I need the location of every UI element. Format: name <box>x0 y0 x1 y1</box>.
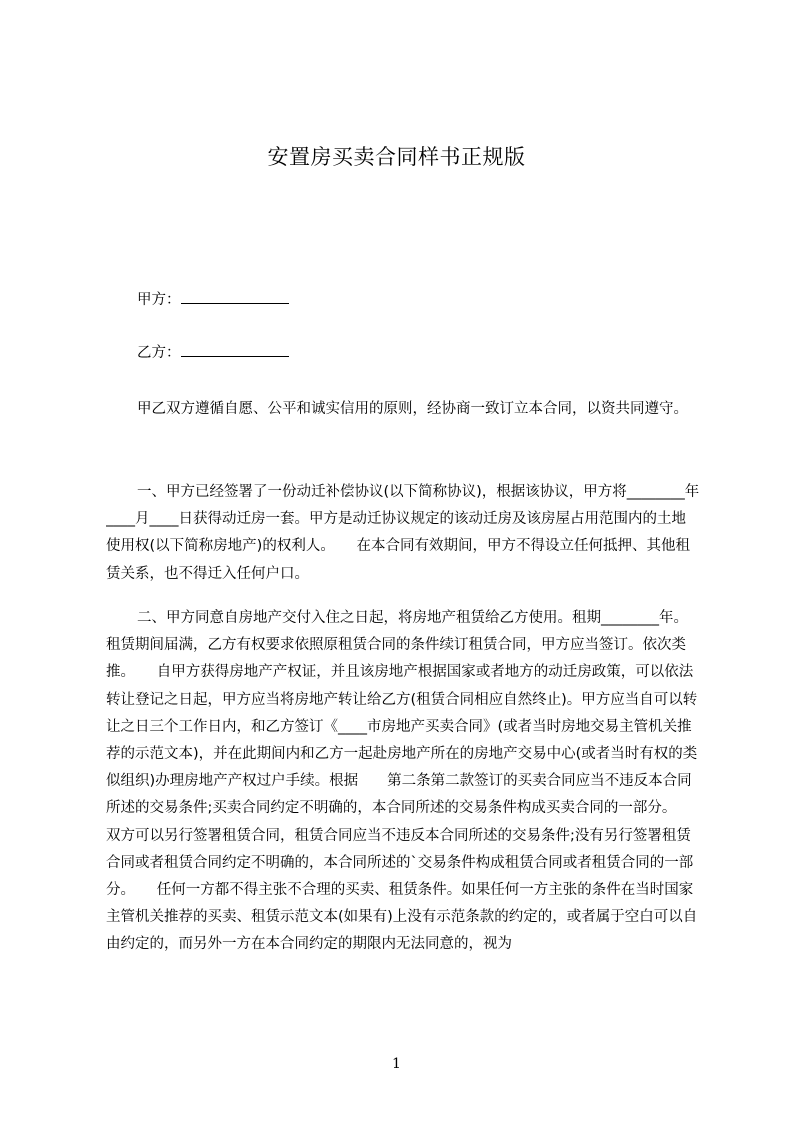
party-b-blank <box>181 342 289 357</box>
paragraph-preamble: 甲乙双方遵循自愿、公平和诚实信用的原则，经协商一致订立本合同，以资共同遵守。 <box>137 401 688 417</box>
party-a-blank <box>181 289 289 304</box>
party-a-label: 甲方： <box>137 292 181 308</box>
party-b-line <box>137 341 289 365</box>
party-a-line <box>137 288 289 312</box>
document-title: 安置房买卖合同样书正规版 <box>267 145 526 169</box>
party-b-label: 乙方： <box>137 345 181 361</box>
paragraph-clause-1: 一、甲方已经签署了一份动迁补偿协议(以下简称协议)，根据该协议，甲方将________年____月____日获得动迁房一套。甲方是动迁协议规定的该动迁房及该房屋占用范围内的土地使用权(以下简称房地产)的权利人。 在本合同有效期间，甲方不得设立任何抵押、其他租赁关系，也不得迁入任何户口。 <box>106 484 700 582</box>
paragraph-clause-2: 二、甲方同意自房地产交付入住之日起，将房地产租赁给乙方使用。租期________年。租赁期间届满，乙方有权要求依照原租赁合同的条件续订租赁合同，甲方应当签订。依次类推。 自甲方获得房地产产权证，并且该房地产根据国家或者地方的动迁房政策，可以依法转让登记之日起，甲方应当将房地产转让给乙方(租赁合同相应自然终止)。甲方应当自可以转让之日三个工作日内，和乙方签订《____市房地产买卖合同》(或者当时房地交易主管机关推荐的示范文本)，并在此期间内和乙方一起赴房地产所在的房地产交易中心(或者当时有权的类似组织)办理房地产产权过户手续。根据 第二条第二款签订的买卖合同应当不违反本合同所述的交易条件;买卖合同约定不明确的，本合同所述的交易条件构成买卖合同的一部分。 双方可以另行签署租赁合同，租赁合同应当不违反本合同所述的交易条件;没有另行签署租赁合同或者租赁合同约定不明确的，本合同所述的`交易条件构成租赁合同或者租赁合同的一部分。 任何一方都不得主张不合理的买卖、租赁条件。如果任何一方主张的条件在当时国家主管机关推荐的买卖、租赁示范文本(如果有)上没有示范条款的约定的，或者属于空白可以自由约定的，而另外一方在本合同约定的期限内无法同意的，视为 <box>106 610 699 953</box>
page-number: 1 <box>392 1056 401 1072</box>
